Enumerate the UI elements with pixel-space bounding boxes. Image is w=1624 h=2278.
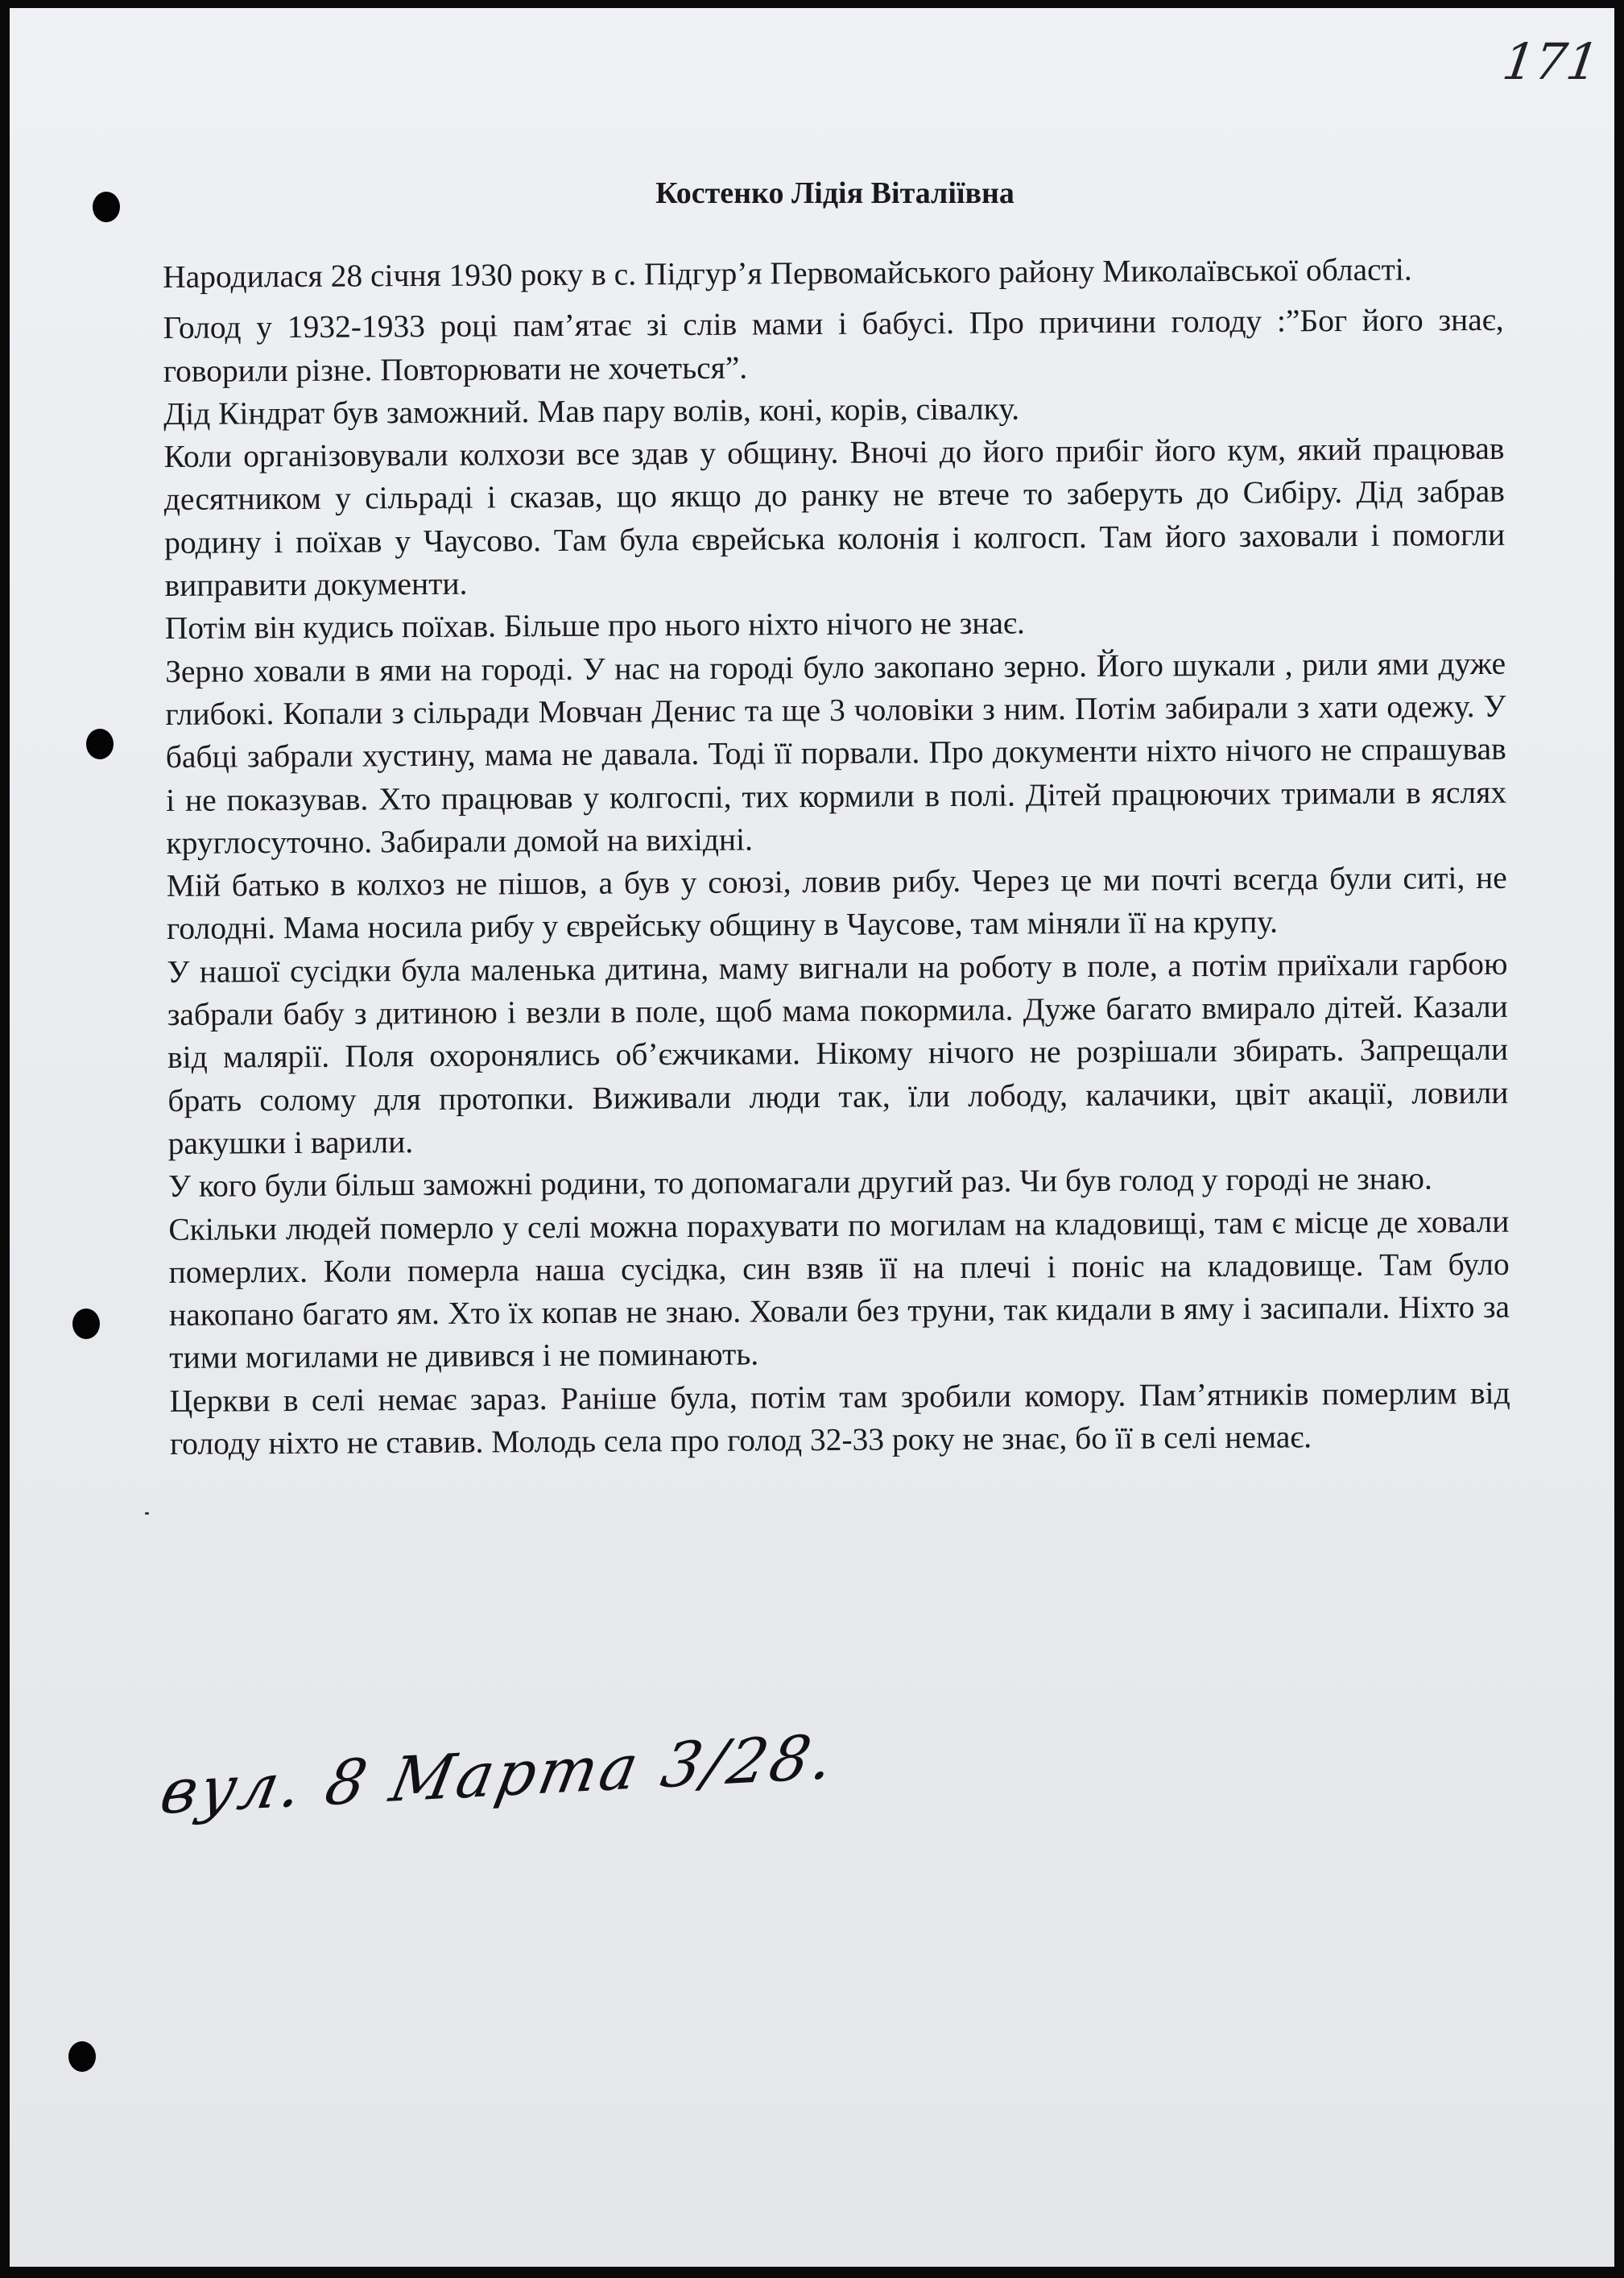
paragraph: Церкви в селі немає зараз. Раніше була, потім там зробили комору. Пам’ятників померлим від голоду ніхто не ставив. Молодь села про голод 32-33 року не знає, бо її в селі немає.: [169, 1375, 1510, 1461]
paragraph: Мій батько в колхоз не пішов, а був у союзі, ловив рибу. Через це ми почті всегда були ситі, не голодні. Мама носила рибу у єврейську общину в Чаусове, там міняли її на крупу.: [166, 859, 1507, 947]
paragraph: Потім він кудись поїхав. Більше про нього ніхто нічого не знає.: [164, 605, 1025, 647]
paragraph: Зерно ховали в ями на городі. У нас на городі було закопано зерно. Його шукали , рили ями дуже глибокі. Копали з сільради Мовчан Денис та ще 3 чоловіки з ним. Потім забирали з хати одежу. У бабці забрали хустину, мама не давала. Тоді її порвали. Про документи ніхто нічого не спрашував і не показував. Хто працював у колгоспі, тих кормили в полі. Дітей працюючих тримали в яслях круглосуточно. Забирали домой на вихідні.: [165, 645, 1507, 861]
ink-speck: [145, 1512, 149, 1515]
document-body: [163, 248, 1510, 1466]
punch-hole: [68, 2041, 96, 2072]
punch-hole: [86, 729, 114, 759]
paragraph: Голод у 1932-1933 році пам’ятає зі слів мами і бабусі. Про причини голоду :”Бог його знає, говорили різне. Повторювати не хочеться”.: [163, 302, 1504, 389]
document-title: Костенко Лідія Віталіївна: [655, 176, 1014, 210]
paragraph: Скільки людей померло у селі можна порахувати по могилам на кладовищі, там є місце де ховали померлих. Коли померла наша сусідка, син взяв її на плечі і поніс на кладовище. Там було накопано багато ям. Хто їх копав не знаю. Ховали без труни, так кидали в яму і засипали. Ніхто за тими могилами не дивився і не поминають.: [168, 1203, 1510, 1376]
punch-hole: [72, 1309, 100, 1339]
paragraph: Народилася 28 січня 1930 року в с. Підгур’я Первомайського району Миколаївської області.: [163, 251, 1412, 295]
paragraph: У нашої сусідки була маленька дитина, маму вигнали на роботу в поле, а потім приїхали гарбою забрали бабу з дитиною і везли в поле, щоб мама покормила. Дуже багато вмирало дітей. Казали від малярії. Поля охоронялись об’єжчиками. Нікому нічого не розрішали збирать. Запрещали брать солому для протопки. Виживали люди так, їли лободу, калачики, цвіт акації, ловили ракушки і варили.: [167, 945, 1509, 1161]
paragraph: У кого були більш заможні родини, то допомагали другий раз. Чи був голод у городі не знаю.: [167, 1160, 1432, 1205]
paragraph: Коли організовували колхози все здав у общину. Вночі до його прибіг його кум, який працював десятником у сільраді і сказав, що якщо до ранку не втече то заберуть до Сибіру. Дід забрав родину і поїхав у Чаусово. Там була єврейська колонія і колгосп. Там його заховали і помогли виправити документи.: [163, 431, 1506, 604]
paragraph: Дід Кіндрат був заможний. Мав пару волів, коні, корів, сівалку.: [163, 391, 1020, 432]
document-page: [10, 8, 1614, 2267]
page-number: 171: [1498, 32, 1603, 91]
handwritten-address: вул. 8 Марта 3/28.: [155, 1720, 843, 1829]
